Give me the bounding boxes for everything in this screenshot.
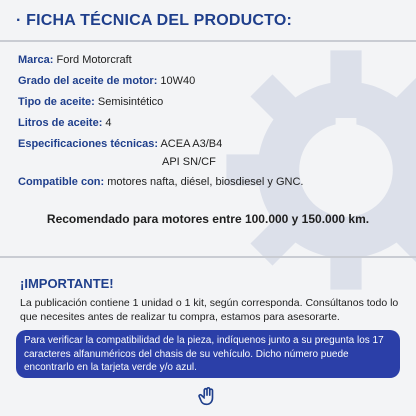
spec-row-marca [18, 54, 132, 66]
notice-box [16, 330, 400, 378]
spec-label: Marca: [18, 54, 54, 66]
spec-label: Especificaciones técnicas: [18, 138, 159, 150]
spec-value-api: API SN/CF [162, 156, 216, 168]
spec-label: Tipo de aceite: [18, 96, 95, 108]
page-title: · FICHA TÉCNICA DEL PRODUCTO: [16, 12, 293, 29]
spec-row-tipo [18, 96, 163, 108]
important-title: ¡IMPORTANTE! [20, 276, 114, 291]
spec-label: Grado del aceite de motor: [18, 75, 158, 87]
spec-row-especificaciones [18, 138, 222, 150]
spec-label: Compatible con: [18, 176, 105, 188]
divider-middle [0, 256, 416, 258]
spec-value: 10W40 [157, 75, 196, 87]
spec-row-compatible [18, 176, 303, 188]
spec-value: motores nafta, diésel, biosdiesel y GNC. [104, 176, 304, 188]
spec-value: Semisintético [94, 96, 164, 108]
spec-row-litros [18, 117, 112, 129]
important-text: La publicación contiene 1 unidad o 1 kit, según corresponda. Consúltanos todo lo que necesites antes de realizar tu compra, estamos para asesorarte. [20, 297, 399, 323]
notice-text: Para verificar la compatibilidad de la pieza, indíquenos junto a su pregunta los 17 caracteres alfanuméricos del chasis de su vehículo. Dicho número puede encontrarlo en la tarjeta verde y/o azul. [24, 335, 384, 373]
gear-logo-icon [216, 40, 416, 300]
spec-label: Litros de aceite: [18, 117, 103, 129]
spec-row-grado [18, 75, 195, 87]
spec-value: Ford Motorcraft [53, 54, 132, 66]
hand-pointer-icon [196, 386, 218, 408]
divider-top [0, 40, 416, 42]
recommendation-text: Recomendado para motores entre 100.000 y 150.000 km. [46, 212, 370, 226]
spec-value: ACEA A3/B4 [158, 138, 223, 150]
spec-value: 4 [102, 117, 112, 129]
